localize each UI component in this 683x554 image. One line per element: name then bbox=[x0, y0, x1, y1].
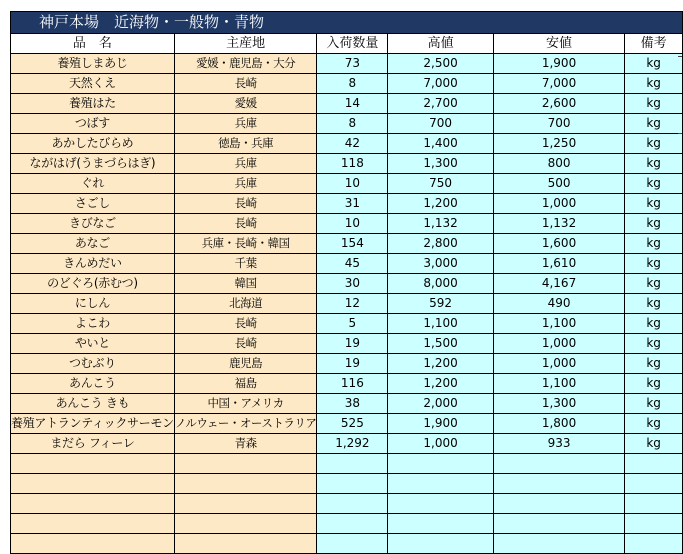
header-quantity: 入荷数量 bbox=[317, 34, 388, 54]
cell-high-price: 1,200 bbox=[388, 374, 493, 394]
header-origin: 主産地 bbox=[174, 34, 317, 54]
cell-high-price bbox=[388, 454, 493, 474]
cell-low-price: 1,000 bbox=[493, 194, 625, 214]
cell-origin: 兵庫 bbox=[174, 174, 317, 194]
table-row bbox=[11, 474, 683, 494]
cell-quantity: 5 bbox=[317, 314, 388, 334]
cell-high-price bbox=[388, 514, 493, 534]
cell-quantity: 31 bbox=[317, 194, 388, 214]
cell-quantity bbox=[317, 474, 388, 494]
cell-high-price: 1,132 bbox=[388, 214, 493, 234]
cell-name: のどぐろ(赤むつ) bbox=[11, 274, 175, 294]
table-row bbox=[11, 54, 683, 74]
cell-high-price: 1,200 bbox=[388, 194, 493, 214]
cell-origin: 兵庫 bbox=[174, 154, 317, 174]
cell-quantity bbox=[317, 454, 388, 474]
cell-remarks bbox=[625, 494, 683, 514]
cell-quantity: 30 bbox=[317, 274, 388, 294]
cell-low-price: 2,600 bbox=[493, 94, 625, 114]
cell-origin bbox=[174, 494, 317, 514]
cell-origin: 長崎 bbox=[174, 334, 317, 354]
cell-quantity: 45 bbox=[317, 254, 388, 274]
cell-name bbox=[11, 474, 175, 494]
cell-low-price bbox=[493, 454, 625, 474]
cell-quantity: 12 bbox=[317, 294, 388, 314]
cell-high-price: 2,800 bbox=[388, 234, 493, 254]
cell-origin: 福島 bbox=[174, 374, 317, 394]
cell-origin: ノルウェー・オーストラリア bbox=[174, 414, 317, 434]
cell-remarks: kg bbox=[625, 194, 683, 214]
table-row bbox=[11, 254, 683, 274]
cell-remarks: kg bbox=[625, 54, 683, 74]
cell-quantity: 8 bbox=[317, 74, 388, 94]
cell-origin: 青森 bbox=[174, 434, 317, 454]
table-row bbox=[11, 454, 683, 474]
cell-remarks: kg bbox=[625, 434, 683, 454]
cell-quantity: 8 bbox=[317, 114, 388, 134]
cell-remarks bbox=[625, 474, 683, 494]
cell-high-price: 1,500 bbox=[388, 334, 493, 354]
cell-name: 天然くえ bbox=[11, 74, 175, 94]
cell-name: あんこう きも bbox=[11, 394, 175, 414]
cell-high-price: 2,000 bbox=[388, 394, 493, 414]
cell-name: あんこう bbox=[11, 374, 175, 394]
table-row bbox=[11, 114, 683, 134]
edge-mark bbox=[678, 56, 682, 57]
cell-low-price bbox=[493, 534, 625, 554]
table-row bbox=[11, 294, 683, 314]
cell-high-price: 1,000 bbox=[388, 434, 493, 454]
cell-remarks: kg bbox=[625, 234, 683, 254]
cell-high-price: 1,300 bbox=[388, 154, 493, 174]
cell-quantity: 38 bbox=[317, 394, 388, 414]
table-row bbox=[11, 434, 683, 454]
cell-high-price: 1,400 bbox=[388, 134, 493, 154]
cell-remarks: kg bbox=[625, 94, 683, 114]
cell-remarks: kg bbox=[625, 274, 683, 294]
cell-name: あなご bbox=[11, 234, 175, 254]
cell-low-price: 1,100 bbox=[493, 374, 625, 394]
cell-name bbox=[11, 494, 175, 514]
table-row bbox=[11, 234, 683, 254]
table-row bbox=[11, 274, 683, 294]
cell-high-price: 2,700 bbox=[388, 94, 493, 114]
cell-origin: 韓国 bbox=[174, 274, 317, 294]
cell-remarks: kg bbox=[625, 414, 683, 434]
cell-high-price: 1,200 bbox=[388, 354, 493, 374]
cell-high-price: 3,000 bbox=[388, 254, 493, 274]
cell-quantity: 19 bbox=[317, 354, 388, 374]
cell-quantity: 10 bbox=[317, 174, 388, 194]
table-title: 神戸本場 近海物・一般物・青物 bbox=[11, 12, 683, 34]
cell-low-price bbox=[493, 494, 625, 514]
header-remarks: 備考 bbox=[625, 34, 683, 54]
cell-origin: 長崎 bbox=[174, 74, 317, 94]
cell-name: にしん bbox=[11, 294, 175, 314]
cell-remarks: kg bbox=[625, 374, 683, 394]
cell-remarks: kg bbox=[625, 214, 683, 234]
cell-origin: 徳島・兵庫 bbox=[174, 134, 317, 154]
cell-remarks: kg bbox=[625, 174, 683, 194]
cell-origin bbox=[174, 454, 317, 474]
cell-high-price: 592 bbox=[388, 294, 493, 314]
cell-low-price: 7,000 bbox=[493, 74, 625, 94]
cell-origin: 愛媛・鹿児島・大分 bbox=[174, 54, 317, 74]
table-row bbox=[11, 74, 683, 94]
table-row bbox=[11, 314, 683, 334]
table-row bbox=[11, 514, 683, 534]
cell-remarks: kg bbox=[625, 294, 683, 314]
price-table bbox=[10, 11, 683, 554]
cell-name bbox=[11, 534, 175, 554]
cell-name: あかしたびらめ bbox=[11, 134, 175, 154]
cell-origin bbox=[174, 474, 317, 494]
cell-low-price: 490 bbox=[493, 294, 625, 314]
cell-low-price: 500 bbox=[493, 174, 625, 194]
cell-remarks: kg bbox=[625, 254, 683, 274]
cell-low-price bbox=[493, 474, 625, 494]
cell-high-price: 2,500 bbox=[388, 54, 493, 74]
table-row bbox=[11, 214, 683, 234]
cell-low-price: 1,610 bbox=[493, 254, 625, 274]
cell-name: 養殖はた bbox=[11, 94, 175, 114]
cell-quantity bbox=[317, 514, 388, 534]
cell-low-price: 1,100 bbox=[493, 314, 625, 334]
cell-low-price bbox=[493, 514, 625, 534]
cell-quantity: 116 bbox=[317, 374, 388, 394]
table-row bbox=[11, 414, 683, 434]
cell-high-price: 1,100 bbox=[388, 314, 493, 334]
cell-name: ながはげ(うまづらはぎ) bbox=[11, 154, 175, 174]
cell-quantity: 525 bbox=[317, 414, 388, 434]
cell-low-price: 1,132 bbox=[493, 214, 625, 234]
table-row bbox=[11, 534, 683, 554]
cell-low-price: 1,000 bbox=[493, 334, 625, 354]
cell-name: 養殖アトランティックサーモン bbox=[11, 414, 175, 434]
cell-name: きんめだい bbox=[11, 254, 175, 274]
edge-mark bbox=[678, 133, 682, 134]
cell-quantity: 1,292 bbox=[317, 434, 388, 454]
cell-low-price: 1,600 bbox=[493, 234, 625, 254]
cell-remarks: kg bbox=[625, 334, 683, 354]
cell-remarks: kg bbox=[625, 134, 683, 154]
cell-quantity: 73 bbox=[317, 54, 388, 74]
cell-low-price: 1,000 bbox=[493, 354, 625, 374]
cell-quantity: 42 bbox=[317, 134, 388, 154]
header-low-price: 安値 bbox=[493, 34, 625, 54]
cell-low-price: 800 bbox=[493, 154, 625, 174]
table-row bbox=[11, 154, 683, 174]
cell-low-price: 1,300 bbox=[493, 394, 625, 414]
header-high-price: 高値 bbox=[388, 34, 493, 54]
cell-name: まだら フィーレ bbox=[11, 434, 175, 454]
cell-remarks bbox=[625, 454, 683, 474]
cell-remarks bbox=[625, 534, 683, 554]
cell-name: ぐれ bbox=[11, 174, 175, 194]
cell-name: よこわ bbox=[11, 314, 175, 334]
cell-origin: 長崎 bbox=[174, 194, 317, 214]
cell-remarks: kg bbox=[625, 74, 683, 94]
cell-quantity: 118 bbox=[317, 154, 388, 174]
cell-name bbox=[11, 514, 175, 534]
cell-remarks: kg bbox=[625, 394, 683, 414]
cell-remarks: kg bbox=[625, 114, 683, 134]
cell-remarks: kg bbox=[625, 354, 683, 374]
cell-name: 養殖しまあじ bbox=[11, 54, 175, 74]
cell-origin bbox=[174, 514, 317, 534]
header-row bbox=[11, 34, 683, 54]
cell-name bbox=[11, 454, 175, 474]
table-row bbox=[11, 394, 683, 414]
cell-quantity: 154 bbox=[317, 234, 388, 254]
cell-origin: 兵庫 bbox=[174, 114, 317, 134]
cell-origin: 愛媛 bbox=[174, 94, 317, 114]
table-row bbox=[11, 194, 683, 214]
cell-quantity: 14 bbox=[317, 94, 388, 114]
cell-origin: 長崎 bbox=[174, 214, 317, 234]
table-row bbox=[11, 354, 683, 374]
cell-remarks bbox=[625, 514, 683, 534]
table-row bbox=[11, 334, 683, 354]
cell-name: つばす bbox=[11, 114, 175, 134]
cell-origin: 中国・アメリカ bbox=[174, 394, 317, 414]
cell-high-price bbox=[388, 494, 493, 514]
table-row bbox=[11, 494, 683, 514]
table-row bbox=[11, 174, 683, 194]
cell-low-price: 933 bbox=[493, 434, 625, 454]
cell-remarks: kg bbox=[625, 314, 683, 334]
cell-quantity: 10 bbox=[317, 214, 388, 234]
cell-low-price: 700 bbox=[493, 114, 625, 134]
cell-quantity bbox=[317, 534, 388, 554]
cell-high-price: 7,000 bbox=[388, 74, 493, 94]
cell-low-price: 1,800 bbox=[493, 414, 625, 434]
cell-low-price: 4,167 bbox=[493, 274, 625, 294]
table-row bbox=[11, 94, 683, 114]
cell-high-price: 750 bbox=[388, 174, 493, 194]
title-row bbox=[11, 12, 683, 34]
cell-origin: 北海道 bbox=[174, 294, 317, 314]
cell-origin: 兵庫・長崎・韓国 bbox=[174, 234, 317, 254]
cell-name: きびなご bbox=[11, 214, 175, 234]
cell-low-price: 1,900 bbox=[493, 54, 625, 74]
header-name: 品 名 bbox=[11, 34, 175, 54]
cell-origin: 鹿児島 bbox=[174, 354, 317, 374]
cell-high-price: 700 bbox=[388, 114, 493, 134]
cell-origin: 千葉 bbox=[174, 254, 317, 274]
cell-high-price: 1,900 bbox=[388, 414, 493, 434]
table-row bbox=[11, 374, 683, 394]
cell-low-price: 1,250 bbox=[493, 134, 625, 154]
cell-origin bbox=[174, 534, 317, 554]
cell-name: さごし bbox=[11, 194, 175, 214]
cell-name: つむぶり bbox=[11, 354, 175, 374]
cell-high-price: 8,000 bbox=[388, 274, 493, 294]
cell-name: やいと bbox=[11, 334, 175, 354]
cell-origin: 長崎 bbox=[174, 314, 317, 334]
cell-remarks: kg bbox=[625, 154, 683, 174]
cell-high-price bbox=[388, 474, 493, 494]
cell-quantity bbox=[317, 494, 388, 514]
table-row bbox=[11, 134, 683, 154]
cell-quantity: 19 bbox=[317, 334, 388, 354]
cell-high-price bbox=[388, 534, 493, 554]
